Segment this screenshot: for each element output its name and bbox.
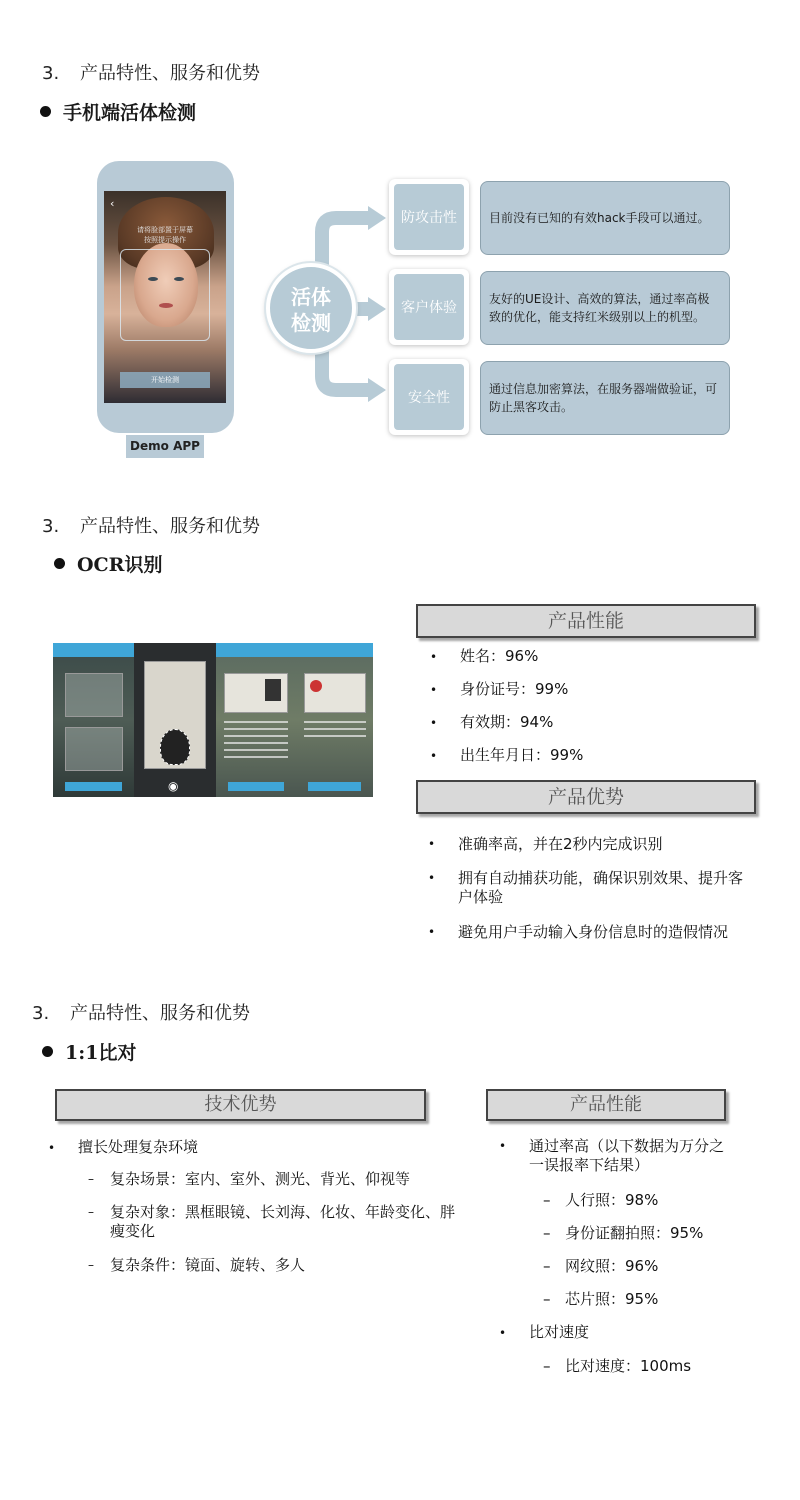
section-title: 产品特性、服务和优势 (80, 516, 260, 537)
result-fields (304, 721, 366, 737)
ocr-screen-result-back (296, 643, 373, 797)
feature-box-user-experience (389, 269, 469, 345)
feature-box-anti-attack (389, 179, 469, 255)
advantage-header: 产品优势 (416, 780, 756, 814)
bullet-dot (40, 106, 51, 117)
feature-box-security (389, 359, 469, 435)
tech-advantage-header: 技术优势 (55, 1089, 426, 1121)
confirm-button[interactable] (65, 782, 122, 791)
section-number: 3. (42, 516, 60, 537)
perf-sub-item: – 芯片照：95% (543, 1290, 659, 1308)
advantage-item: • 拥有自动捕获功能，确保识别效果、提升客户体验 (428, 869, 744, 906)
id-card-front-slot (65, 673, 123, 717)
bullet-dot (42, 1046, 53, 1057)
tech-sub-item: – 复杂场景：室内、室外、测光、背光、仰视等 (88, 1170, 411, 1188)
emblem-icon (310, 680, 322, 692)
section3-subheading (42, 1038, 136, 1065)
tech-sub-item: – 复杂对象：黑框眼镜、长刘海、化妆、年龄变化、胖瘦变化 (88, 1203, 456, 1240)
section-title: 产品特性、服务和优势 (70, 1003, 250, 1024)
app-top-bar (53, 643, 134, 657)
section-number: 3. (42, 63, 60, 84)
section-number: 3. (32, 1003, 50, 1024)
id-photo (265, 679, 281, 701)
performance-item: • 姓名：96% (430, 647, 539, 665)
tech-sub-item: – 复杂条件：镜面、旋转、多人 (88, 1256, 306, 1274)
phone-screen (104, 191, 226, 403)
section2-heading (42, 512, 260, 538)
perf-sub-item: – 身份证翻拍照：95% (543, 1224, 704, 1242)
feature-label: 防攻击性 (394, 184, 464, 250)
feature-label: 客户体验 (394, 274, 464, 340)
bullet-dot (54, 558, 65, 569)
id-card-back-image (304, 673, 366, 713)
advantage-item: • 避免用户手动输入身份信息时的造假情况 (428, 923, 729, 941)
result-fields (224, 721, 288, 761)
subtitle-text: 1:1比对 (65, 1042, 137, 1064)
id-card-back-slot (65, 727, 123, 771)
section1-heading (42, 59, 260, 85)
back-arrow-icon[interactable]: ‹ (110, 197, 115, 210)
product-performance-header: 产品性能 (486, 1089, 726, 1121)
ocr-screen-capture-guide (53, 643, 134, 797)
performance-item: • 出生年月日：99% (430, 746, 584, 764)
start-detection-button[interactable]: 开始检测 (120, 372, 210, 388)
center-label-line2: 检测 (291, 311, 331, 335)
tech-main-item: • 擅长处理复杂环境 (48, 1138, 199, 1156)
camera-icon[interactable]: ◉ (168, 779, 179, 793)
feature-desc-user-experience: 友好的UE设计、高效的算法，通过率高极致的优化，能支持红米级别以上的机型。 (480, 271, 730, 345)
section-title: 产品特性、服务和优势 (80, 63, 260, 84)
photo-silhouette (160, 729, 190, 765)
screen-hint: 请将脸部置于屏幕 按照提示操作 (137, 226, 193, 244)
app-top-bar (216, 643, 296, 657)
face-scan-frame (120, 249, 210, 341)
confirm-button[interactable] (308, 782, 362, 791)
speed-sub-item: – 比对速度：100ms (543, 1357, 692, 1375)
ocr-screen-result-front (216, 643, 296, 797)
performance-header: 产品性能 (416, 604, 756, 638)
perf-sub-item: – 网纹照：96% (543, 1257, 659, 1275)
demo-app-label: Demo APP (126, 435, 204, 458)
feature-desc-anti-attack: 目前没有已知的有效hack手段可以通过。 (480, 181, 730, 255)
subtitle-text: 手机端活体检测 (63, 102, 197, 124)
ocr-screenshots (53, 643, 373, 797)
speed-main-item: • 比对速度 (499, 1323, 590, 1341)
section1-subheading (40, 98, 196, 125)
ocr-screen-camera (134, 643, 216, 797)
perf-main-item: • 通过率高（以下数据为万分之一误报率下结果） (499, 1137, 725, 1174)
liveness-center-circle (266, 263, 356, 353)
perf-sub-item: – 人行照：98% (543, 1191, 659, 1209)
performance-item: • 有效期：94% (430, 713, 554, 731)
feature-label: 安全性 (394, 364, 464, 430)
feature-desc-security: 通过信息加密算法，在服务器端做验证，可防止黑客攻击。 (480, 361, 730, 435)
section3-heading (32, 999, 250, 1025)
advantage-item: • 准确率高，并在2秒内完成识别 (428, 835, 663, 853)
id-card-front-image (224, 673, 288, 713)
performance-item: • 身份证号：99% (430, 680, 569, 698)
subtitle-text: OCR识别 (77, 554, 163, 576)
app-top-bar (296, 643, 373, 657)
center-label-line1: 活体 (291, 285, 331, 309)
confirm-button[interactable] (228, 782, 284, 791)
section2-subheading (54, 550, 162, 577)
